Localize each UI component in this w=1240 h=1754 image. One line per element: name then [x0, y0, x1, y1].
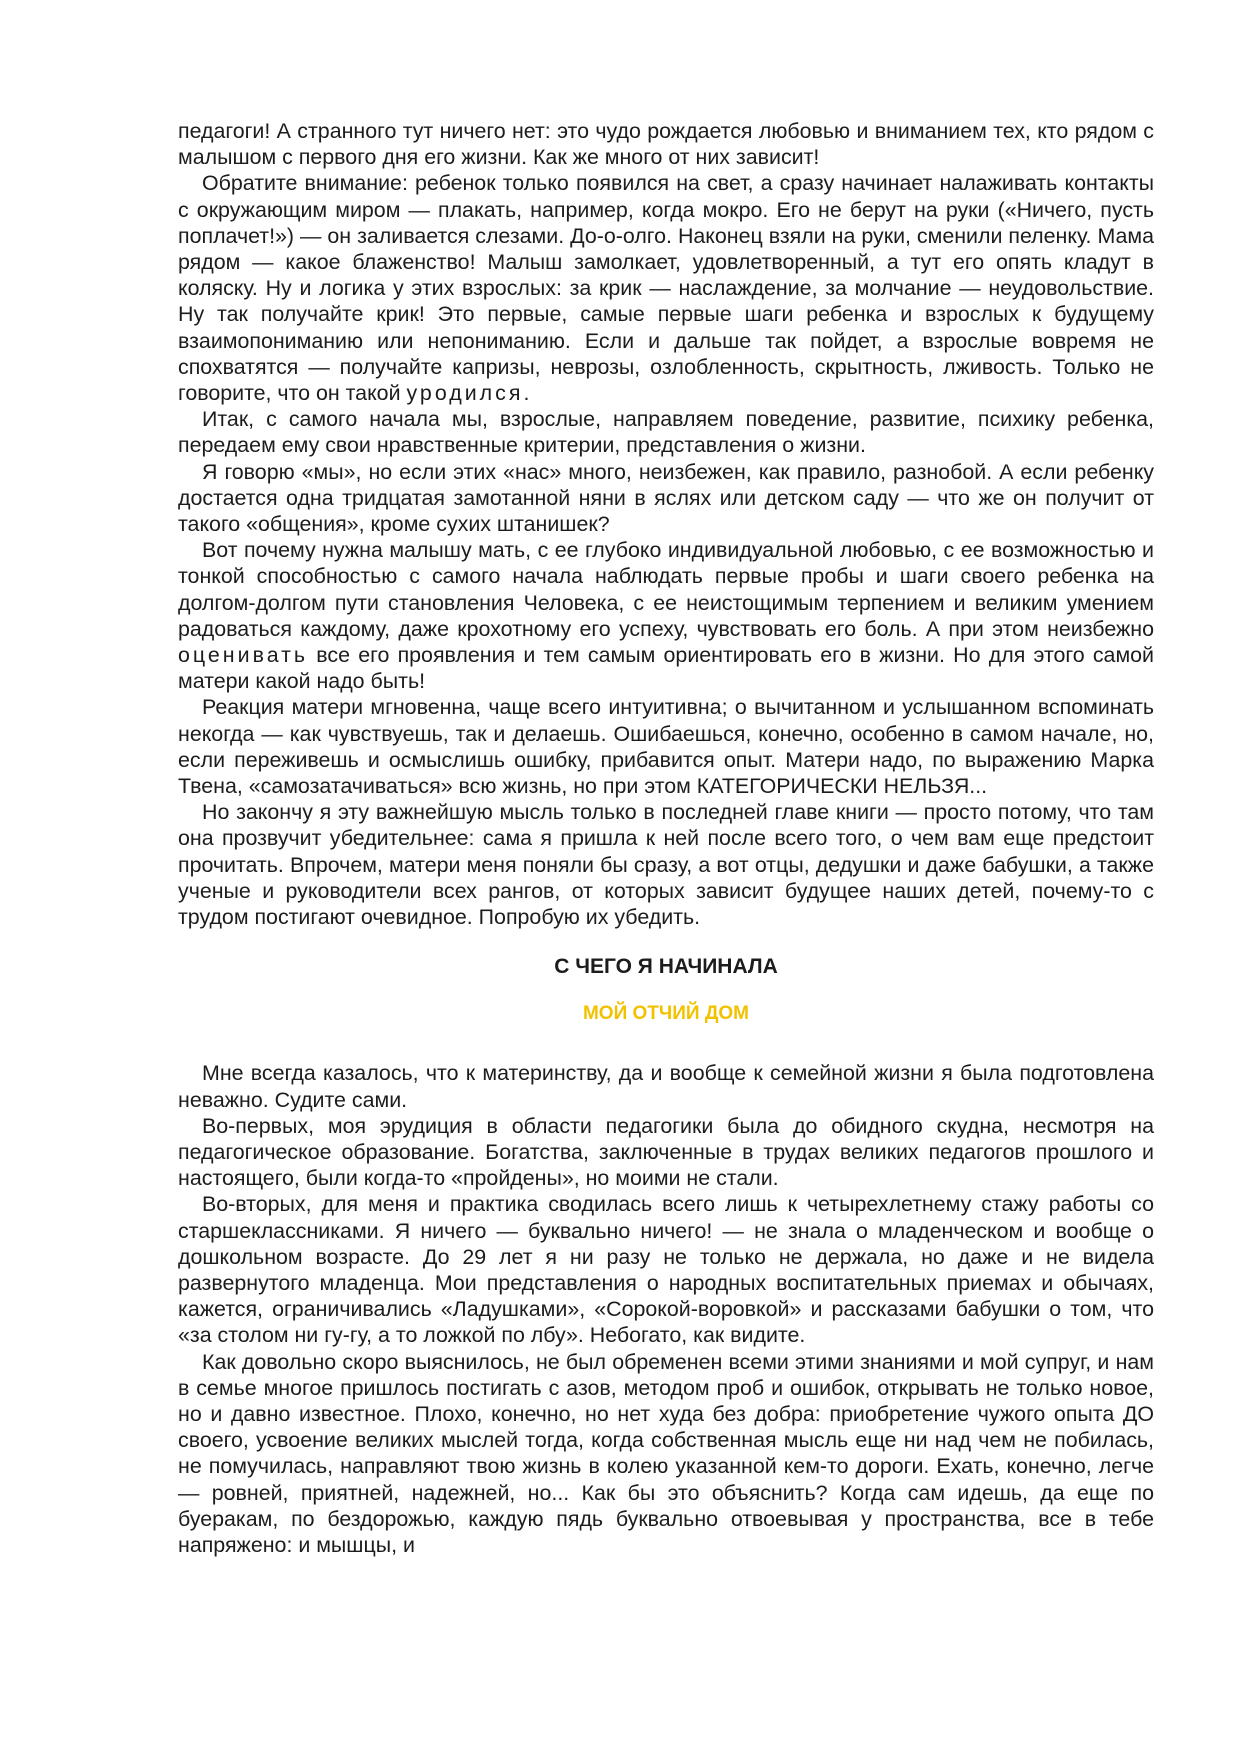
- paragraph-6: [178, 694, 1154, 799]
- emphasized-word: уродился: [406, 381, 524, 406]
- paragraph-5: [178, 537, 1154, 694]
- paragraph-text: Реакция матери мгновенна, чаще всего интуитивна; о вычитанном и услышанном вспоминать некогда — как чувствуешь, так и делаешь. Ошибаешься, конечно, особенно в самом начале, но, если переживешь и осмыслишь ошибку, прибавится опыт. Матери надо, по выражению Марка Твена, «самозатачиваться» всю жизнь, но при этом КАТЕГОРИЧЕСКИ НЕЛЬЗЯ...: [178, 695, 1154, 799]
- chapter-title: С ЧЕГО Я НАЧИНАЛА: [554, 955, 778, 979]
- emphasized-word: оценивать: [178, 643, 309, 668]
- section-title: МОЙ ОТЧИЙ ДОМ: [582, 1003, 749, 1025]
- paragraph-text: Во-первых, моя эрудиция в области педагогики была до обидного скудна, несмотря на педагогическое образование. Богатства, заключенные в трудах великих педагогов прошлого и настоящего, были когда-то «пройдены», но моими не стали.: [178, 1113, 1154, 1191]
- paragraph-4: [178, 459, 1154, 538]
- paragraph-2: [178, 170, 1154, 406]
- paragraph-11: [178, 1349, 1154, 1559]
- paragraph-7: [178, 799, 1154, 930]
- paragraph-text: педагоги! А странного тут ничего нет: это чудо рождается любовью и вниманием тех, кто рядом с малышом с первого дня его жизни. Как же много от них зависит!: [178, 119, 1154, 170]
- paragraph-text: Но закончу я эту важнейшую мысль только в последней главе книги — просто потому, что там она прозвучит убедительнее: сама я пришла к ней после всего того, о чем вам еще предстоит прочитать. Впрочем, матери меня поняли бы сразу, а вот отцы, дедушки и даже бабушки, а также ученые и руководители всех рангов, от которых зависит будущее наших детей, почему-то с трудом постигают очевидное. Попробую их убедить.: [178, 800, 1154, 930]
- paragraph-text: Как довольно скоро выяснилось, не был обременен всеми этими знаниями и мой супруг, и нам в семье многое пришлось постигать с азов, методом проб и ошибок, открывать не только новое, но и давно известное. Плохо, конечно, но нет худа без добра: приобретение чужого опыта ДО своего, усвоение великих мыслей тогда, когда собственная мысль еще ни над чем не побилась, не помучилась, направляют твою жизнь в колею указанной кем-то дороги. Ехать, конечно, легче — ровней, приятней, надежней, но... Как бы это объяснить? Когда сам идешь, да еще по буеракам, по бездорожью, каждую пядь буквально отвоевывая у пространства, все в тебе напряжено: и мышцы, и: [178, 1349, 1154, 1557]
- paragraph-text: все его проявления и тем самым ориентировать его в жизни. Но для этого самой матери какой надо быть!: [178, 643, 1154, 694]
- paragraph-text: Итак, с самого начала мы, взрослые, направляем поведение, развитие, психику ребенка, передаем ему свои нравственные критерии, представления о жизни.: [178, 407, 1154, 458]
- paragraph-1: [178, 118, 1154, 170]
- paragraph-3: [178, 406, 1154, 458]
- paragraph-10: [178, 1191, 1154, 1348]
- spacer: [178, 1028, 1154, 1060]
- paragraph-text: Вот почему нужна малышу мать, с ее глубоко индивидуальной любовью, с ее возможностью и тонкой способностью с самого начала наблюдать первые пробы и шаги своего ребенка на долгом-долгом пути становления Человека, с ее неистощимым терпением и великим умением радоваться каждому, даже крохотному его успеху, чувствовать его боль. А при этом неизбежно: [178, 538, 1154, 641]
- paragraph-8: [178, 1060, 1154, 1112]
- paragraph-text: Мне всегда казалось, что к материнству, да и вообще к семейной жизни я была подготовлена неважно. Судите сами.: [178, 1061, 1154, 1112]
- paragraph-text: Обратите внимание: ребенок только появился на свет, а сразу начинает налаживать контакты с окружающим миром — плакать, например, когда мокро. Его не берут на руки («Ничего, пусть поплачет!») — он заливается слезами. До-о-олго. Наконец взяли на руки, сменили пеленку. Мама рядом — какое блаженство! Малыш замолкает, удовлетворенный, а тут его опять кладут в коляску. Ну и логика у этих взрослых: за крик — наслаждение, за молчание — неудовольствие. Ну так получайте крик! Это первые, самые первые шаги ребенка и взрослых к будущему взаимопониманию или непониманию. Если и дальше так пойдет, а взрослые вовремя не спохватятся — получайте капризы, неврозы, озлобленность, скрытность, лживость. Только не говорите, что он такой: [178, 171, 1154, 406]
- paragraph-text: Я говорю «мы», но если этих «нас» много, неизбежен, как правило, разнобой. А если ребенку достается одна тридцатая замотанной няни в яслях или детском саду — что же он получит от такого «общения», кроме сухих штанишек?: [178, 459, 1154, 537]
- paragraph-text: .: [523, 381, 530, 406]
- paragraph-text: Во-вторых, для меня и практика сводилась всего лишь к четырехлетнему стажу работы со старшеклассниками. Я ничего — буквально ничего! — не знала о младенческом и вообще о дошкольном возрасте. До 29 лет я ни разу не только не держала, но даже и не видела развернутого младенца. Мои представления о народных воспитательных приемах и обычаях, кажется, ограничивались «Ладушками», «Сорокой-воровкой» и рассказами бабушки о том, что «за столом ни гу-гу, а то ложкой по лбу». Небогато, как видите.: [178, 1192, 1154, 1348]
- document-page: [178, 118, 1154, 1558]
- paragraph-9: [178, 1113, 1154, 1192]
